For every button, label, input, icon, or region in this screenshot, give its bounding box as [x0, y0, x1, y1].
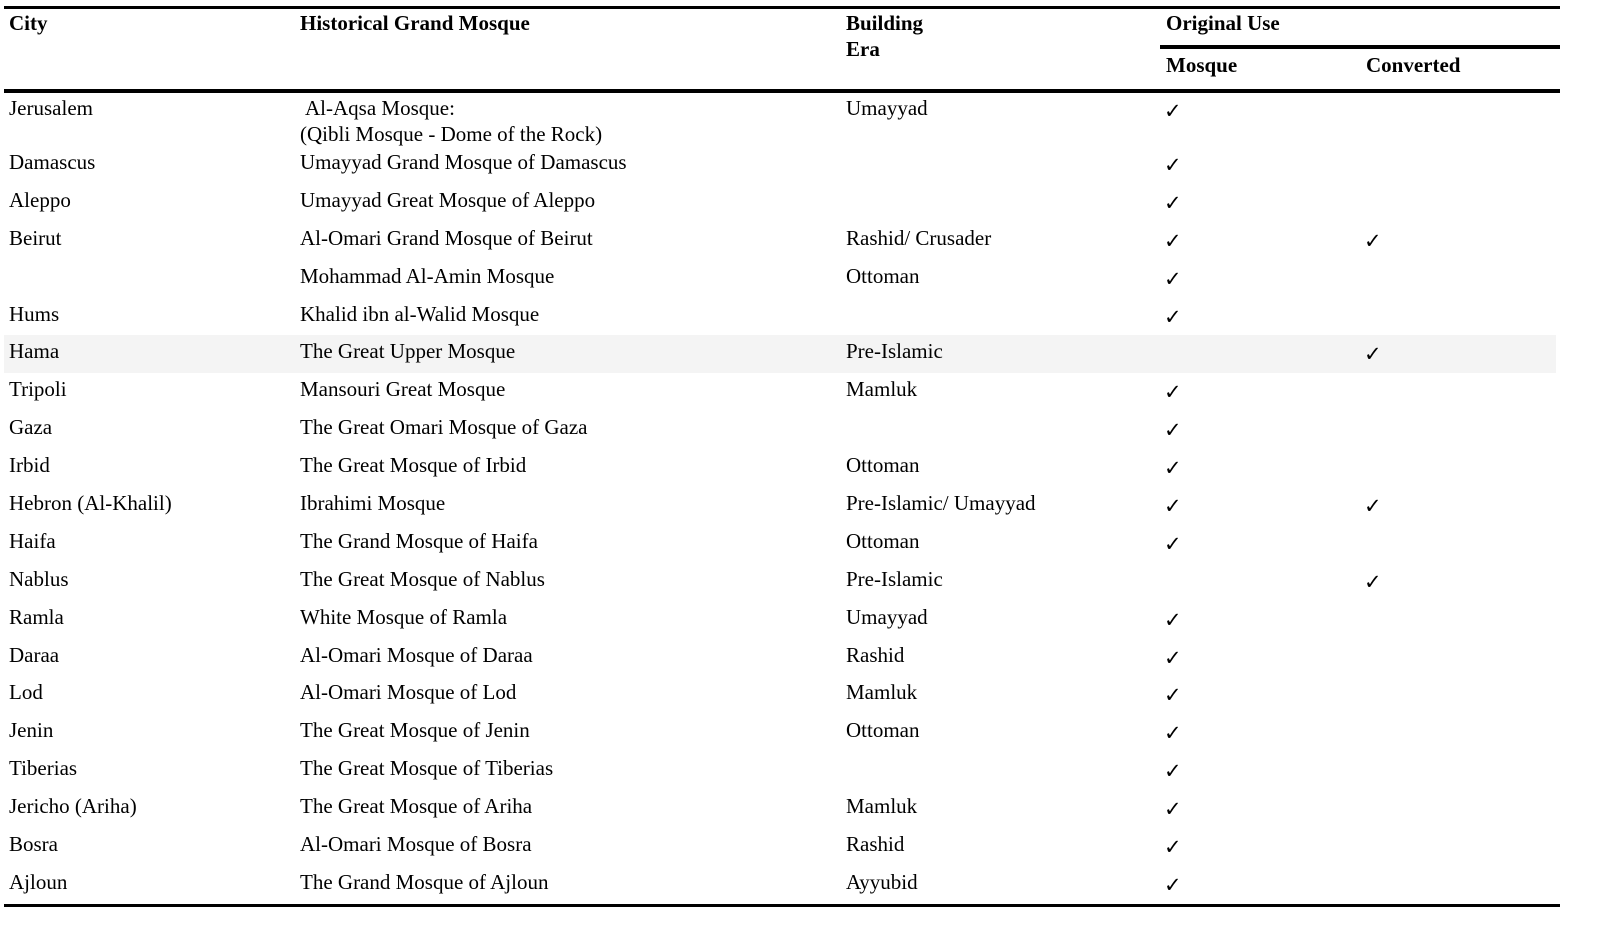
cell-mosque: The Great Mosque of Ariha — [300, 794, 533, 819]
check-mosque-icon: ✓ — [1164, 228, 1182, 253]
cell-mosque: The Great Mosque of Jenin — [300, 718, 530, 743]
cell-city: Irbid — [9, 453, 50, 478]
cell-city: Lod — [9, 680, 43, 705]
cell-mosque: The Great Omari Mosque of Gaza — [300, 415, 588, 440]
cell-city: Jenin — [9, 718, 54, 743]
cell-mosque: Mansouri Great Mosque — [300, 377, 506, 402]
check-converted-icon: ✓ — [1364, 569, 1382, 594]
header-city: City — [9, 11, 48, 35]
cell-era: Ottoman — [846, 453, 920, 478]
cell-era: Ottoman — [846, 263, 920, 288]
table-row — [0, 148, 1600, 186]
table-row — [0, 451, 1600, 489]
header-group-rule — [1160, 45, 1560, 49]
cell-era: Pre-Islamic — [846, 566, 943, 591]
check-mosque-icon: ✓ — [1164, 266, 1182, 291]
check-mosque-icon: ✓ — [1164, 645, 1182, 670]
check-mosque-icon: ✓ — [1164, 721, 1182, 746]
cell-city: Ramla — [9, 604, 64, 629]
table-row — [0, 94, 1600, 148]
cell-city: Hama — [9, 339, 60, 364]
table-row — [0, 527, 1600, 565]
table-row — [0, 375, 1600, 413]
table-row — [0, 186, 1600, 224]
check-mosque-icon: ✓ — [1164, 872, 1182, 897]
cell-city: Jericho (Ariha) — [9, 794, 137, 819]
header-original-use: Original Use — [1166, 11, 1280, 35]
cell-mosque: The Grand Mosque of Haifa — [300, 528, 538, 553]
check-converted-icon: ✓ — [1364, 494, 1382, 519]
cell-city: Daraa — [9, 642, 60, 667]
check-mosque-icon: ✓ — [1164, 418, 1182, 443]
cell-city: Ajloun — [9, 869, 68, 894]
table-row — [0, 792, 1600, 830]
cell-city: Damascus — [9, 150, 96, 174]
cell-era: Mamluk — [846, 794, 918, 819]
table-row — [0, 716, 1600, 754]
cell-mosque: Al-Omari Grand Mosque of Beirut — [300, 225, 593, 250]
cell-city: Hums — [9, 301, 60, 326]
table-top-rule — [4, 6, 1560, 9]
check-mosque-icon: ✓ — [1164, 380, 1182, 405]
cell-city: Aleppo — [9, 187, 71, 212]
cell-era: Ottoman — [846, 528, 920, 553]
cell-era: Ottoman — [846, 718, 920, 743]
check-mosque-icon: ✓ — [1164, 797, 1182, 822]
check-mosque-icon: ✓ — [1164, 759, 1182, 784]
cell-mosque: Umayyad Grand Mosque of Damascus — [300, 150, 627, 174]
cell-city: Nablus — [9, 566, 69, 591]
cell-era: Umayyad — [846, 96, 928, 120]
check-mosque-icon: ✓ — [1164, 531, 1182, 556]
cell-mosque: The Great Mosque of Tiberias — [300, 756, 554, 781]
table-body — [0, 94, 1600, 906]
table-row — [0, 262, 1600, 300]
cell-mosque: Ibrahimi Mosque — [300, 491, 446, 516]
cell-mosque: Mohammad Al-Amin Mosque — [300, 263, 555, 288]
table-row — [0, 300, 1600, 338]
check-converted-icon: ✓ — [1364, 342, 1382, 367]
cell-mosque: The Great Mosque of Irbid — [300, 453, 527, 478]
cell-era: Rashid/ Crusader — [846, 225, 992, 250]
table-row — [0, 678, 1600, 716]
table-row — [0, 337, 1600, 375]
cell-era: Rashid — [846, 642, 905, 667]
cell-mosque: Al-Aqsa Mosque: — [305, 96, 455, 120]
header-mosque-use: Mosque — [1166, 53, 1238, 77]
check-mosque-icon: ✓ — [1164, 835, 1182, 860]
cell-city: Bosra — [9, 832, 58, 857]
cell-city: Hebron (Al-Khalil) — [9, 491, 172, 516]
cell-mosque: Al-Omari Mosque of Bosra — [300, 832, 532, 857]
cell-city: Tripoli — [9, 377, 67, 402]
cell-era: Mamluk — [846, 377, 918, 402]
table-row — [0, 868, 1600, 906]
table-row — [0, 565, 1600, 603]
table-row — [0, 489, 1600, 527]
cell-era: Umayyad — [846, 604, 928, 629]
header-converted: Converted — [1366, 53, 1461, 77]
check-mosque-icon: ✓ — [1164, 99, 1182, 123]
cell-era: Pre-Islamic/ Umayyad — [846, 491, 1036, 516]
table-row — [0, 641, 1600, 679]
check-mosque-icon: ✓ — [1164, 190, 1182, 215]
cell-city: Tiberias — [9, 756, 78, 781]
check-converted-icon: ✓ — [1364, 228, 1382, 253]
table-row — [0, 603, 1600, 641]
cell-city: Haifa — [9, 528, 56, 553]
cell-mosque: The Great Upper Mosque — [300, 339, 516, 364]
cell-era: Mamluk — [846, 680, 918, 705]
table-header-rule — [4, 89, 1560, 93]
cell-mosque: Al-Omari Mosque of Lod — [300, 680, 517, 705]
cell-era: Pre-Islamic — [846, 339, 943, 364]
cell-city: Beirut — [9, 225, 62, 250]
cell-mosque: Umayyad Great Mosque of Aleppo — [300, 187, 596, 212]
cell-era: Ayyubid — [846, 869, 918, 894]
table-bottom-rule — [4, 904, 1560, 907]
cell-city: Jerusalem — [9, 96, 93, 120]
cell-era: Rashid — [846, 832, 905, 857]
header-era-line1: Building — [846, 11, 924, 35]
cell-mosque: Khalid ibn al-Walid Mosque — [300, 301, 540, 326]
table-row — [0, 830, 1600, 868]
cell-mosque-line2: (Qibli Mosque - Dome of the Rock) — [300, 122, 603, 146]
header-mosque: Historical Grand Mosque — [300, 11, 530, 35]
table-row — [0, 413, 1600, 451]
check-mosque-icon: ✓ — [1164, 494, 1182, 519]
cell-mosque: The Great Mosque of Nablus — [300, 566, 545, 591]
table-row — [0, 754, 1600, 792]
cell-mosque: White Mosque of Ramla — [300, 604, 508, 629]
check-mosque-icon: ✓ — [1164, 456, 1182, 481]
check-mosque-icon: ✓ — [1164, 153, 1182, 177]
cell-mosque: Al-Omari Mosque of Daraa — [300, 642, 533, 667]
table-row — [0, 224, 1600, 262]
cell-mosque: The Grand Mosque of Ajloun — [300, 869, 549, 894]
check-mosque-icon: ✓ — [1164, 304, 1182, 329]
check-mosque-icon: ✓ — [1164, 607, 1182, 632]
header-era-line2: Era — [846, 37, 880, 61]
check-mosque-icon: ✓ — [1164, 683, 1182, 708]
cell-city: Gaza — [9, 415, 53, 440]
